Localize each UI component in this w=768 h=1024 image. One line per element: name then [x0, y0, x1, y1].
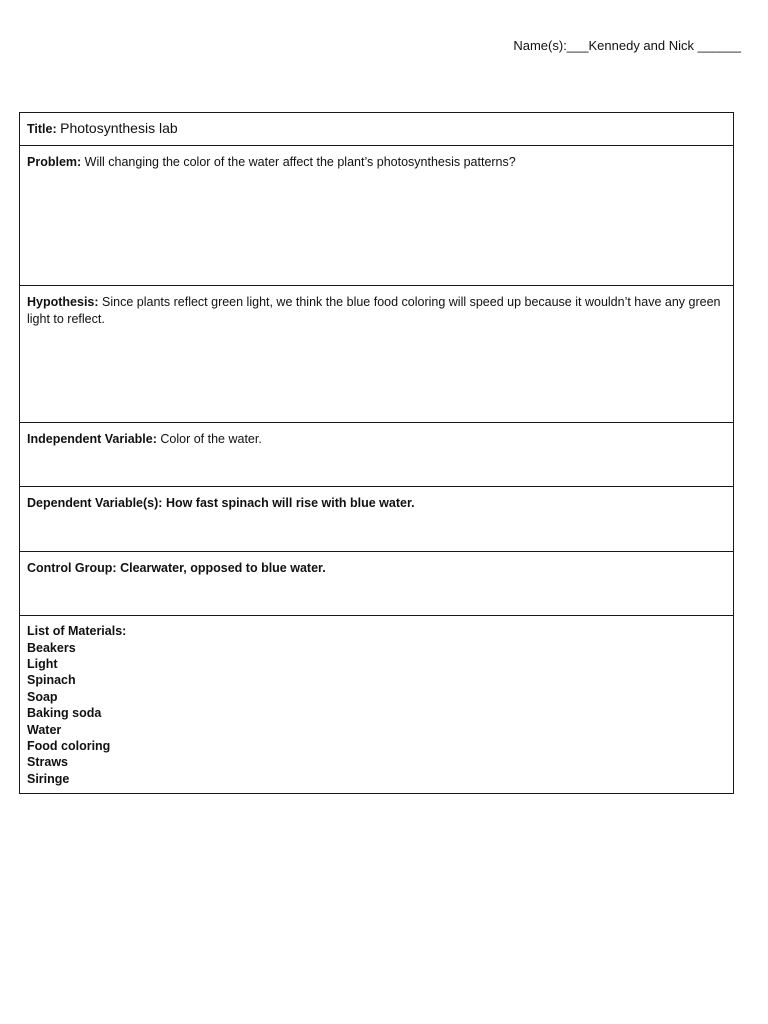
control-group-label: Control Group: — [27, 561, 117, 575]
materials-row — [20, 616, 734, 794]
problem-label: Problem: — [27, 155, 82, 169]
dependent-variable-value: How fast spinach will rise with blue water. — [165, 496, 415, 510]
material-item: Straws — [27, 755, 68, 770]
independent-variable-label: Independent Variable: — [27, 432, 157, 446]
problem-cell — [20, 146, 734, 286]
material-item: Beakers — [27, 640, 76, 655]
materials-label: List of Materials: — [27, 624, 127, 638]
independent-variable-value: Color of the water. — [160, 432, 262, 446]
material-item: Spinach — [27, 673, 76, 688]
control-group-cell — [20, 552, 734, 616]
names-line: Name(s):___Kennedy and Nick ______ — [513, 38, 741, 53]
dependent-variable-label: Dependent Variable(s): — [27, 496, 163, 510]
title-value: Photosynthesis lab — [60, 120, 178, 136]
hypothesis-value: Since plants reflect green light, we think the blue food coloring will speed up because it wouldn’t have any green light to reflect. — [27, 295, 721, 326]
lab-report-table — [19, 112, 734, 794]
hypothesis-row — [20, 286, 734, 423]
independent-variable-row — [20, 423, 734, 487]
title-row — [20, 113, 734, 146]
material-item: Light — [27, 656, 58, 671]
control-group-row — [20, 552, 734, 616]
problem-row — [20, 146, 734, 286]
materials-list — [27, 640, 726, 788]
material-item: Baking soda — [27, 706, 102, 721]
title-cell — [20, 113, 734, 146]
material-item: Food coloring — [27, 738, 111, 753]
title-label: Title: — [27, 122, 57, 136]
hypothesis-label: Hypothesis: — [27, 295, 99, 309]
independent-variable-cell — [20, 423, 734, 487]
material-item: Soap — [27, 689, 58, 704]
hypothesis-cell — [20, 286, 734, 423]
dependent-variable-cell — [20, 487, 734, 552]
materials-cell — [20, 616, 734, 794]
control-group-value: Clearwater, opposed to blue water. — [120, 561, 326, 575]
dependent-variable-row — [20, 487, 734, 552]
material-item: Siringe — [27, 771, 70, 786]
problem-value: Will changing the color of the water affect the plant’s photosynthesis patterns? — [84, 155, 516, 169]
material-item: Water — [27, 722, 62, 737]
